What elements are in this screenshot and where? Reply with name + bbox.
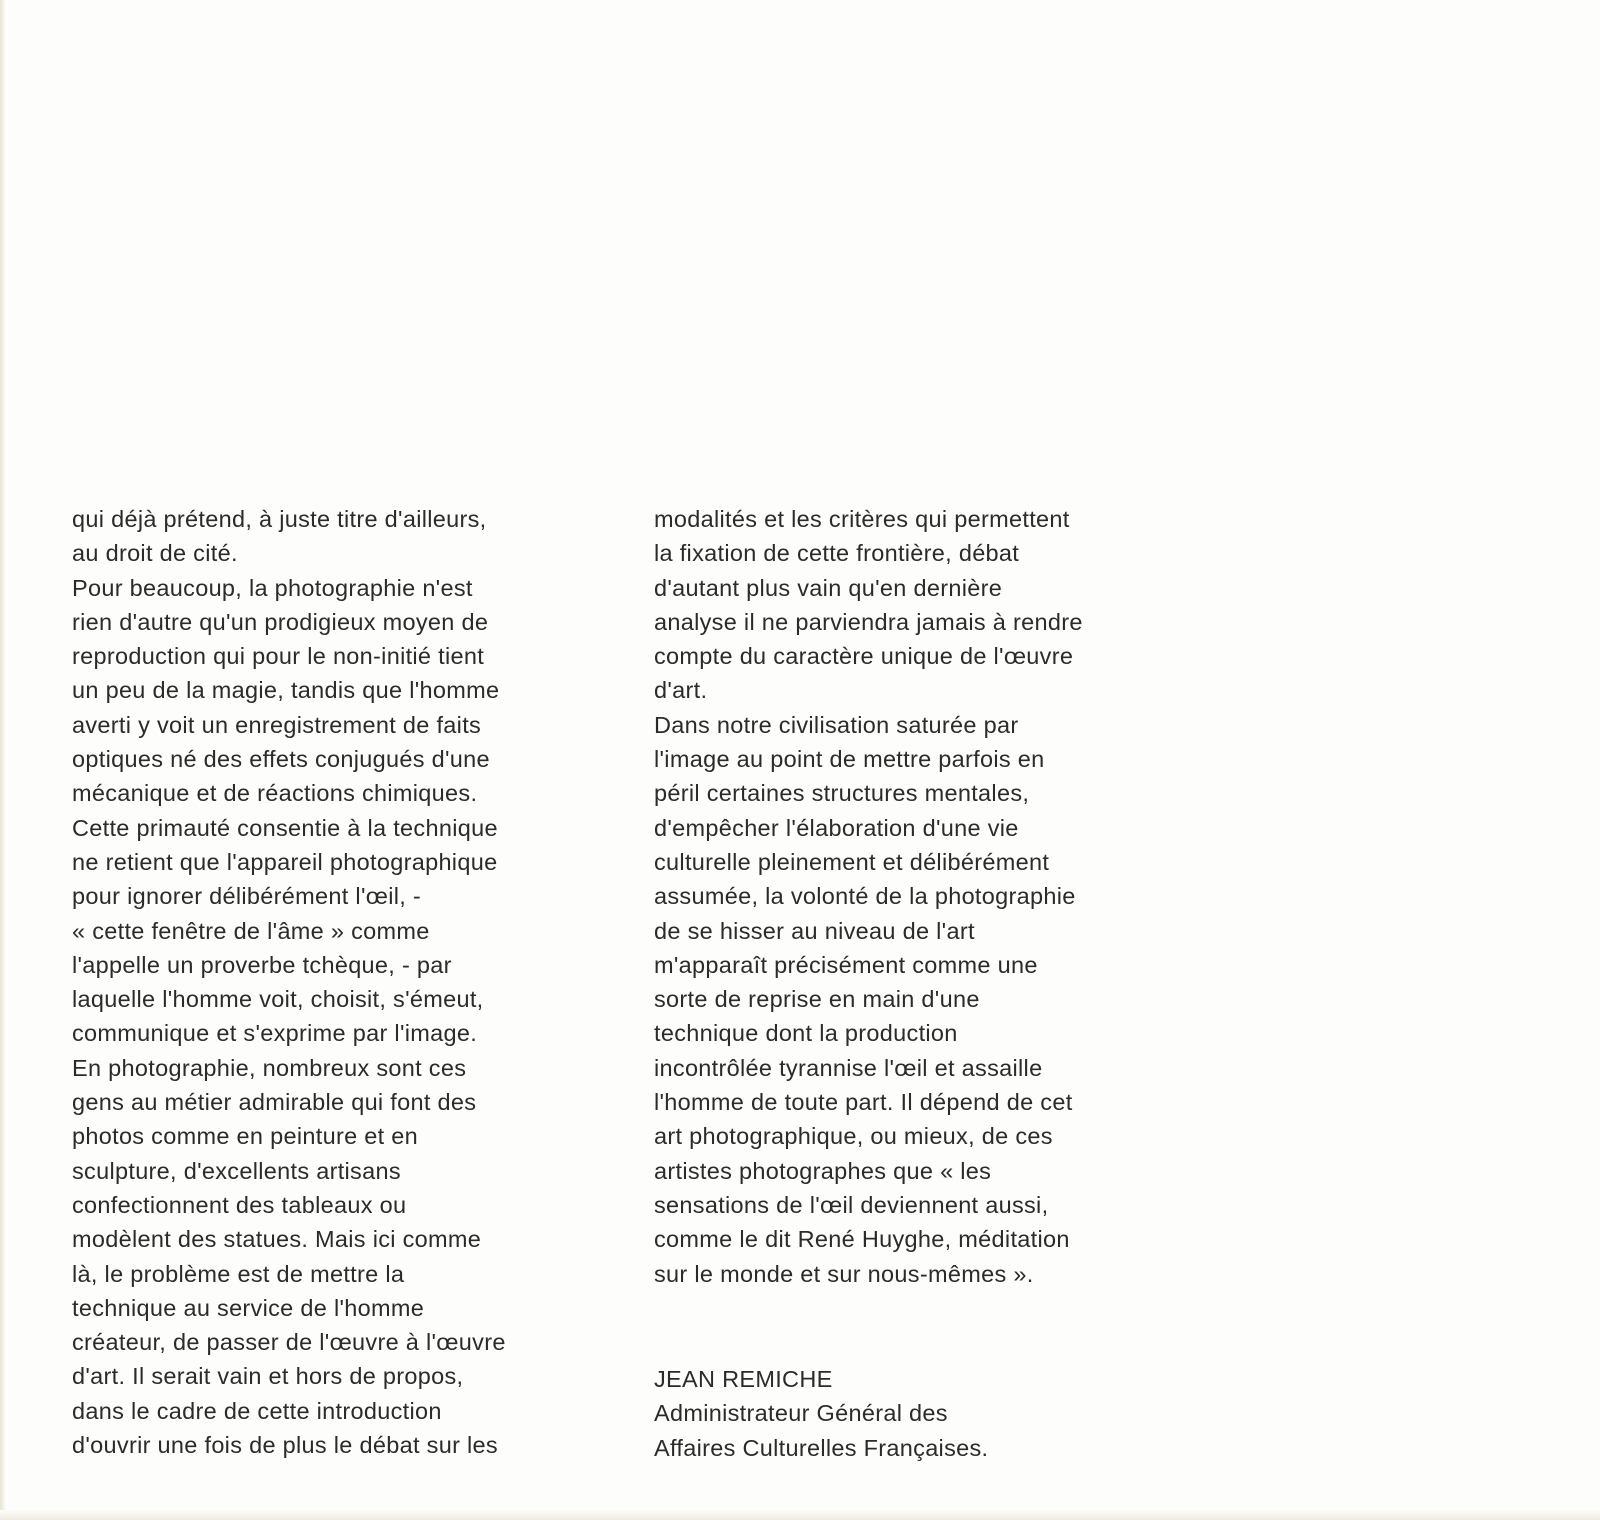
text-line: péril certaines structures mentales, xyxy=(654,780,1030,807)
text-line: rien d'autre qu'un prodigieux moyen de xyxy=(72,608,489,635)
text-line: d'autant plus vain qu'en dernière xyxy=(654,574,1003,601)
text-line: averti y voit un enregistrement de faits xyxy=(72,711,482,738)
text-line: au droit de cité. xyxy=(72,540,238,567)
text-line: l'appelle un proverbe tchèque, - par xyxy=(72,951,452,978)
signature-block xyxy=(654,1362,988,1465)
text-line: confectionnent des tableaux ou xyxy=(72,1191,407,1218)
text-line: l'homme de toute part. Il dépend de cet xyxy=(654,1089,1073,1116)
right-text-column xyxy=(654,502,1083,1291)
text-line: Dans notre civilisation saturée par xyxy=(654,711,1019,738)
text-line: mécanique et de réactions chimiques. xyxy=(72,780,478,807)
text-line: Pour beaucoup, la photographie n'est xyxy=(72,574,473,601)
text-line: m'apparaît précisément comme une xyxy=(654,951,1038,978)
text-line: technique dont la production xyxy=(654,1020,958,1047)
text-line: sur le monde et sur nous-mêmes ». xyxy=(654,1260,1034,1287)
text-line: En photographie, nombreux sont ces xyxy=(72,1054,467,1081)
text-line: un peu de la magie, tandis que l'homme xyxy=(72,677,500,704)
text-line: gens au métier admirable qui font des xyxy=(72,1089,477,1116)
text-line: « cette fenêtre de l'âme » comme xyxy=(72,917,430,944)
text-line: sculpture, d'excellents artisans xyxy=(72,1157,401,1184)
signature-title-line-1: Administrateur Général des xyxy=(654,1400,948,1427)
text-line: qui déjà prétend, à juste titre d'ailleurs, xyxy=(72,506,487,532)
text-line: analyse il ne parviendra jamais à rendre xyxy=(654,608,1083,635)
text-line: art photographique, ou mieux, de ces xyxy=(654,1123,1053,1150)
page-bottom-edge xyxy=(0,1510,1600,1520)
text-line: d'art. Il serait vain et hors de propos, xyxy=(72,1363,464,1390)
text-line: créateur, de passer de l'œuvre à l'œuvre xyxy=(72,1329,506,1356)
left-text-column xyxy=(72,502,506,1462)
page-edge xyxy=(0,0,6,1520)
text-line: artistes photographes que « les xyxy=(654,1157,992,1184)
signature-title-line-2: Affaires Culturelles Françaises. xyxy=(654,1434,989,1461)
text-line: photos comme en peinture et en xyxy=(72,1123,419,1150)
text-line: modalités et les critères qui permettent xyxy=(654,506,1070,532)
text-line: technique au service de l'homme xyxy=(72,1294,425,1321)
text-line: la fixation de cette frontière, débat xyxy=(654,540,1020,567)
text-line: optiques né des effets conjugués d'une xyxy=(72,746,490,773)
text-line: incontrôlée tyrannise l'œil et assaille xyxy=(654,1054,1043,1081)
text-line: de se hisser au niveau de l'art xyxy=(654,917,975,944)
text-line: dans le cadre de cette introduction xyxy=(72,1397,442,1424)
text-line: d'art. xyxy=(654,677,708,704)
text-line: comme le dit René Huyghe, méditation xyxy=(654,1226,1070,1253)
text-line: l'image au point de mettre parfois en xyxy=(654,746,1045,773)
text-line: ne retient que l'appareil photographique xyxy=(72,848,498,875)
text-line: sorte de reprise en main d'une xyxy=(654,986,980,1013)
text-line: laquelle l'homme voit, choisit, s'émeut, xyxy=(72,986,484,1013)
text-line: compte du caractère unique de l'œuvre xyxy=(654,643,1074,670)
text-line: d'empêcher l'élaboration d'une vie xyxy=(654,814,1019,841)
text-line: sensations de l'œil deviennent aussi, xyxy=(654,1191,1049,1218)
text-line: Cette primauté consentie à la technique xyxy=(72,814,498,841)
signature-name: JEAN REMICHE xyxy=(654,1366,833,1392)
text-line: culturelle pleinement et délibérément xyxy=(654,848,1050,875)
text-line: là, le problème est de mettre la xyxy=(72,1260,405,1287)
text-line: communique et s'exprime par l'image. xyxy=(72,1020,478,1047)
text-line: assumée, la volonté de la photographie xyxy=(654,883,1076,910)
text-line: reproduction qui pour le non-initié tient xyxy=(72,643,485,670)
text-line: pour ignorer délibérément l'œil, - xyxy=(72,883,422,910)
text-line: modèlent des statues. Mais ici comme xyxy=(72,1226,482,1253)
text-line: d'ouvrir une fois de plus le débat sur les xyxy=(72,1432,498,1459)
